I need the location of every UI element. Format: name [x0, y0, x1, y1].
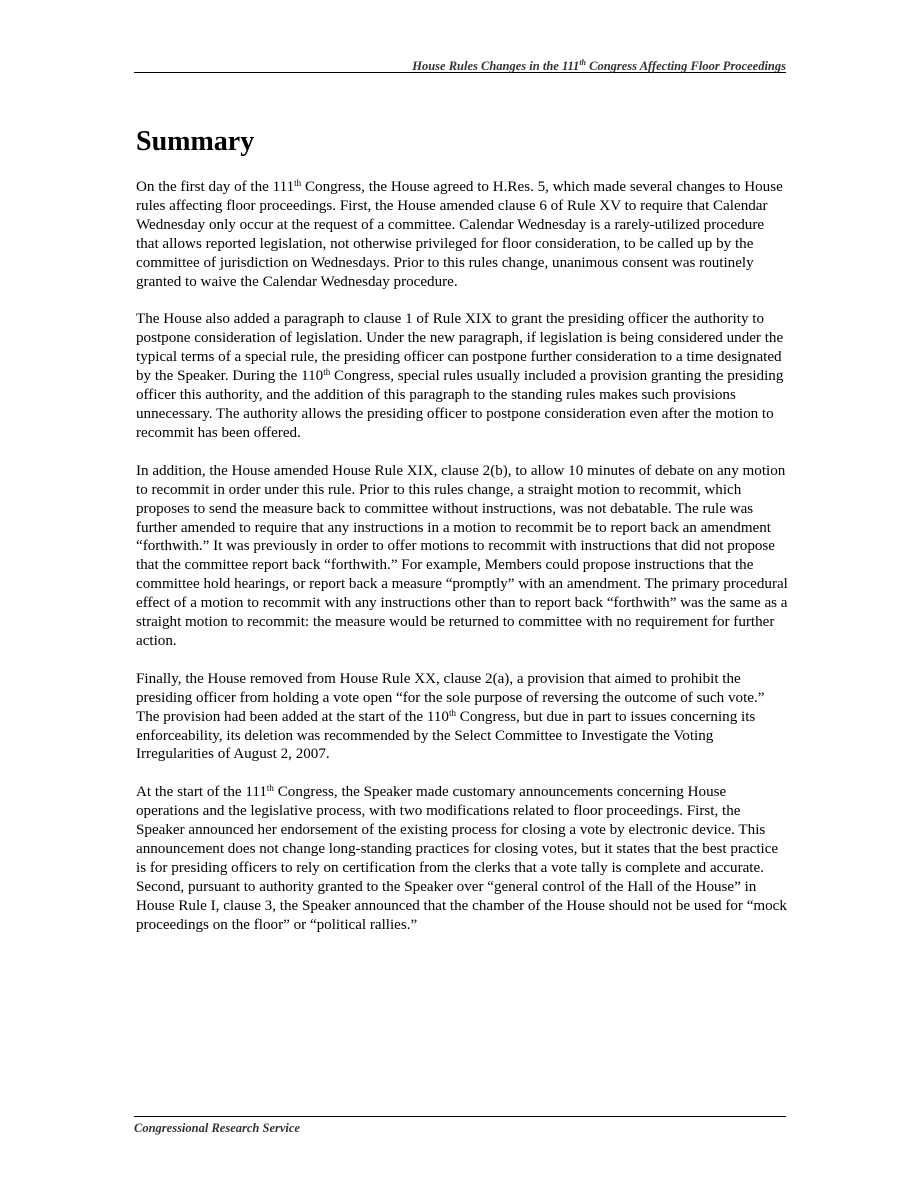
paragraph-text: At the start of the 111 — [136, 784, 267, 801]
ordinal-suffix: th — [323, 367, 331, 378]
ordinal-suffix: th — [266, 783, 274, 794]
paragraph-4 — [136, 670, 788, 765]
paragraph-text: The House also added a paragraph to clause 1 of Rule XIX to grant the presiding officer the authority to postpone consideration of legislation. Under the new paragraph, if legislation is being considered under the typical terms of a special rule, the presiding officer can postpone further consideration to a time designated by the Speaker. During the 110 — [136, 311, 784, 385]
paragraph-5 — [136, 783, 788, 934]
paragraph-text: On the first day of the 111 — [136, 179, 295, 195]
summary-body — [136, 178, 788, 954]
paragraph-text: Finally, the House removed from House Rule XX, clause 2(a), a provision that aimed to prohibit the presiding officer from holding a vote open “for the sole purpose of reversing the outcome of such vote.” The provision had been added at the start of the 110 — [136, 670, 765, 725]
running-header — [134, 54, 786, 73]
running-header-text-end: Congress Affecting Floor Proceedings — [585, 59, 786, 74]
running-footer: Congressional Research Service — [134, 1116, 786, 1136]
paragraph-text: Congress, but due in part to issues concerning its enforceability, its deletion was recommended by the Select Committee to Investigate the Voting Irregularities of August 2, 2007. — [136, 708, 756, 763]
paragraph-1 — [136, 178, 788, 291]
paragraph-3 — [136, 462, 788, 651]
paragraph-text: Congress, special rules usually included a provision granting the presiding officer this authority, and the addition of this paragraph to the standing rules makes such provisions unnecessary. The authority allows the presiding officer to postpone consideration even after the motion to recommit has been offered. — [136, 368, 784, 441]
paragraph-text: In addition, the House amended House Rule XIX, clause 2(b), to allow 10 minutes of debate on any motion to recommit in order under this rule. Prior to this rules change, a straight motion to recommit, which proposes to send the measure back to committee without instructions, was not debatable. The rule was further amended to require that any instructions in a motion to recommit be to report back an amendment “forthwith.” It was previously in order to offer motions to recommit with instructions that did not propose that the committee report back “forthwith.” For example, Members could propose instructions that the committee hold hearings, or report back a measure “promptly” with an amendment. The primary procedural effect of a motion to recommit with any instructions other than to report back “forthwith” was the same as a straight motion to recommit: the measure would be returned to committee with no requirement for further action. — [136, 462, 788, 649]
paragraph-2 — [136, 310, 788, 442]
running-header-sup: th — [579, 58, 586, 67]
section-title: Summary — [136, 126, 255, 157]
running-header-text: House Rules Changes in the 111 — [412, 59, 580, 74]
ordinal-suffix: th — [448, 707, 456, 718]
ordinal-suffix: th — [294, 178, 302, 188]
paragraph-text: Congress, the House agreed to H.Res. 5, which made several changes to House rules affecting floor proceedings. First, the House amended clause 6 of Rule XV to require that Calendar Wednesday only occur at the request of a committee. Calendar Wednesday is a rarely-utilized procedure that allows reported legislation, not otherwise privileged for floor consideration, to be called up by the committee of jurisdiction on Wednesdays. Prior to this rules change, unanimous consent was routinely granted to waive the Calendar Wednesday procedure. — [136, 179, 783, 290]
paragraph-text: Congress, the Speaker made customary announcements concerning House operations and the legislative process, with two modifications related to floor proceedings. First, the Speaker announced her endorsement of the existing process for closing a vote by electronic device. This announcement does not change long-standing practices for closing votes, but it states that the best practice is for presiding officers to rely on certification from the clerks that a vote tally is complete and accurate. Second, pursuant to authority granted to the Speaker over “general control of the Hall of the House” in House Rule I, clause 3, the Speaker announced that the chamber of the House should not be used for “mock proceedings on the floor” or “political rallies.” — [136, 784, 787, 933]
